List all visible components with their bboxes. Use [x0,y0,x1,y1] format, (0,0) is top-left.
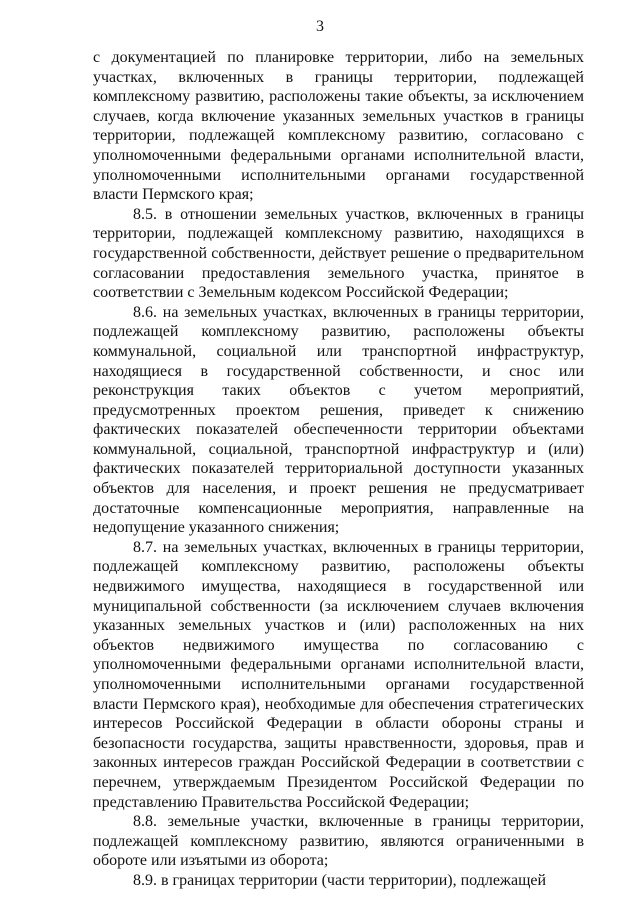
paragraph-continuation: с документацией по планировке территории, либо на земельных участках, включенных в границы территории, подлежащей комплексному развитию, расположены такие объекты, за исключением случаев, когда включение указанных земельных участков в границы территории, подлежащей комплексному развитию, согласовано с уполномоченными федеральными органами исполнительной власти, уполномоченными исполнительными органами государственной власти Пермского края; [93,49,584,204]
page-number: 3 [316,18,324,35]
paragraph-8-5: 8.5. в отношении земельных участков, включенных в границы территории, подлежащей комплексному развитию, находящихся в государственной собственности, действует решение о предварительном согласовании предоставления земельного участка, принятое в соответствии с Земельным кодексом Российской Федерации; [93,205,584,302]
paragraph-8-8: 8.8. земельные участки, включенные в границы территории, подлежащей комплексному развитию, являются ограниченными в обороте или изъятыми из оборота; [93,813,584,870]
paragraph-8-9: 8.9. в границах территории (части территории), подлежащей [133,871,547,889]
paragraph-8-6: 8.6. на земельных участках, включенных в границы территории, подлежащей комплексному развитию, расположены объекты коммунальной, социальной или транспортной инфраструктур, находящиеся в государственной собственности, и снос или реконструкция таких объектов с учетом мероприятий, предусмотренных проектом решения, приведет к снижению фактических показателей обеспеченности территории объектами коммунальной, социальной, транспортной инфраструктур и (или) фактических показателей территориальной доступности указанных объектов для населения, и проект решения не предусматривает достаточные компенсационные мероприятия, направленные на недопущение указанного снижения; [93,303,584,537]
document-body [93,48,584,891]
paragraph-8-7: 8.7. на земельных участках, включенных в границы территории, подлежащей комплексному развитию, расположены объекты недвижимого имущества, находящиеся в государственной или муниципальной собственности (за исключением случаев включения указанных земельных участков и (или) расположенных на них объектов недвижимого имущества по согласованию с уполномоченными федеральными органами исполнительной власти, уполномоченными исполнительными органами государственной власти Пермского края), необходимые для обеспечения стратегических интересов Российской Федерации в области обороны страны и безопасности государства, защиты нравственности, здоровья, прав и законных интересов граждан Российской Федерации в соответствии с перечнем, утверждаемым Президентом Российской Федерации по представлению Правительства Российской Федерации; [93,538,584,811]
